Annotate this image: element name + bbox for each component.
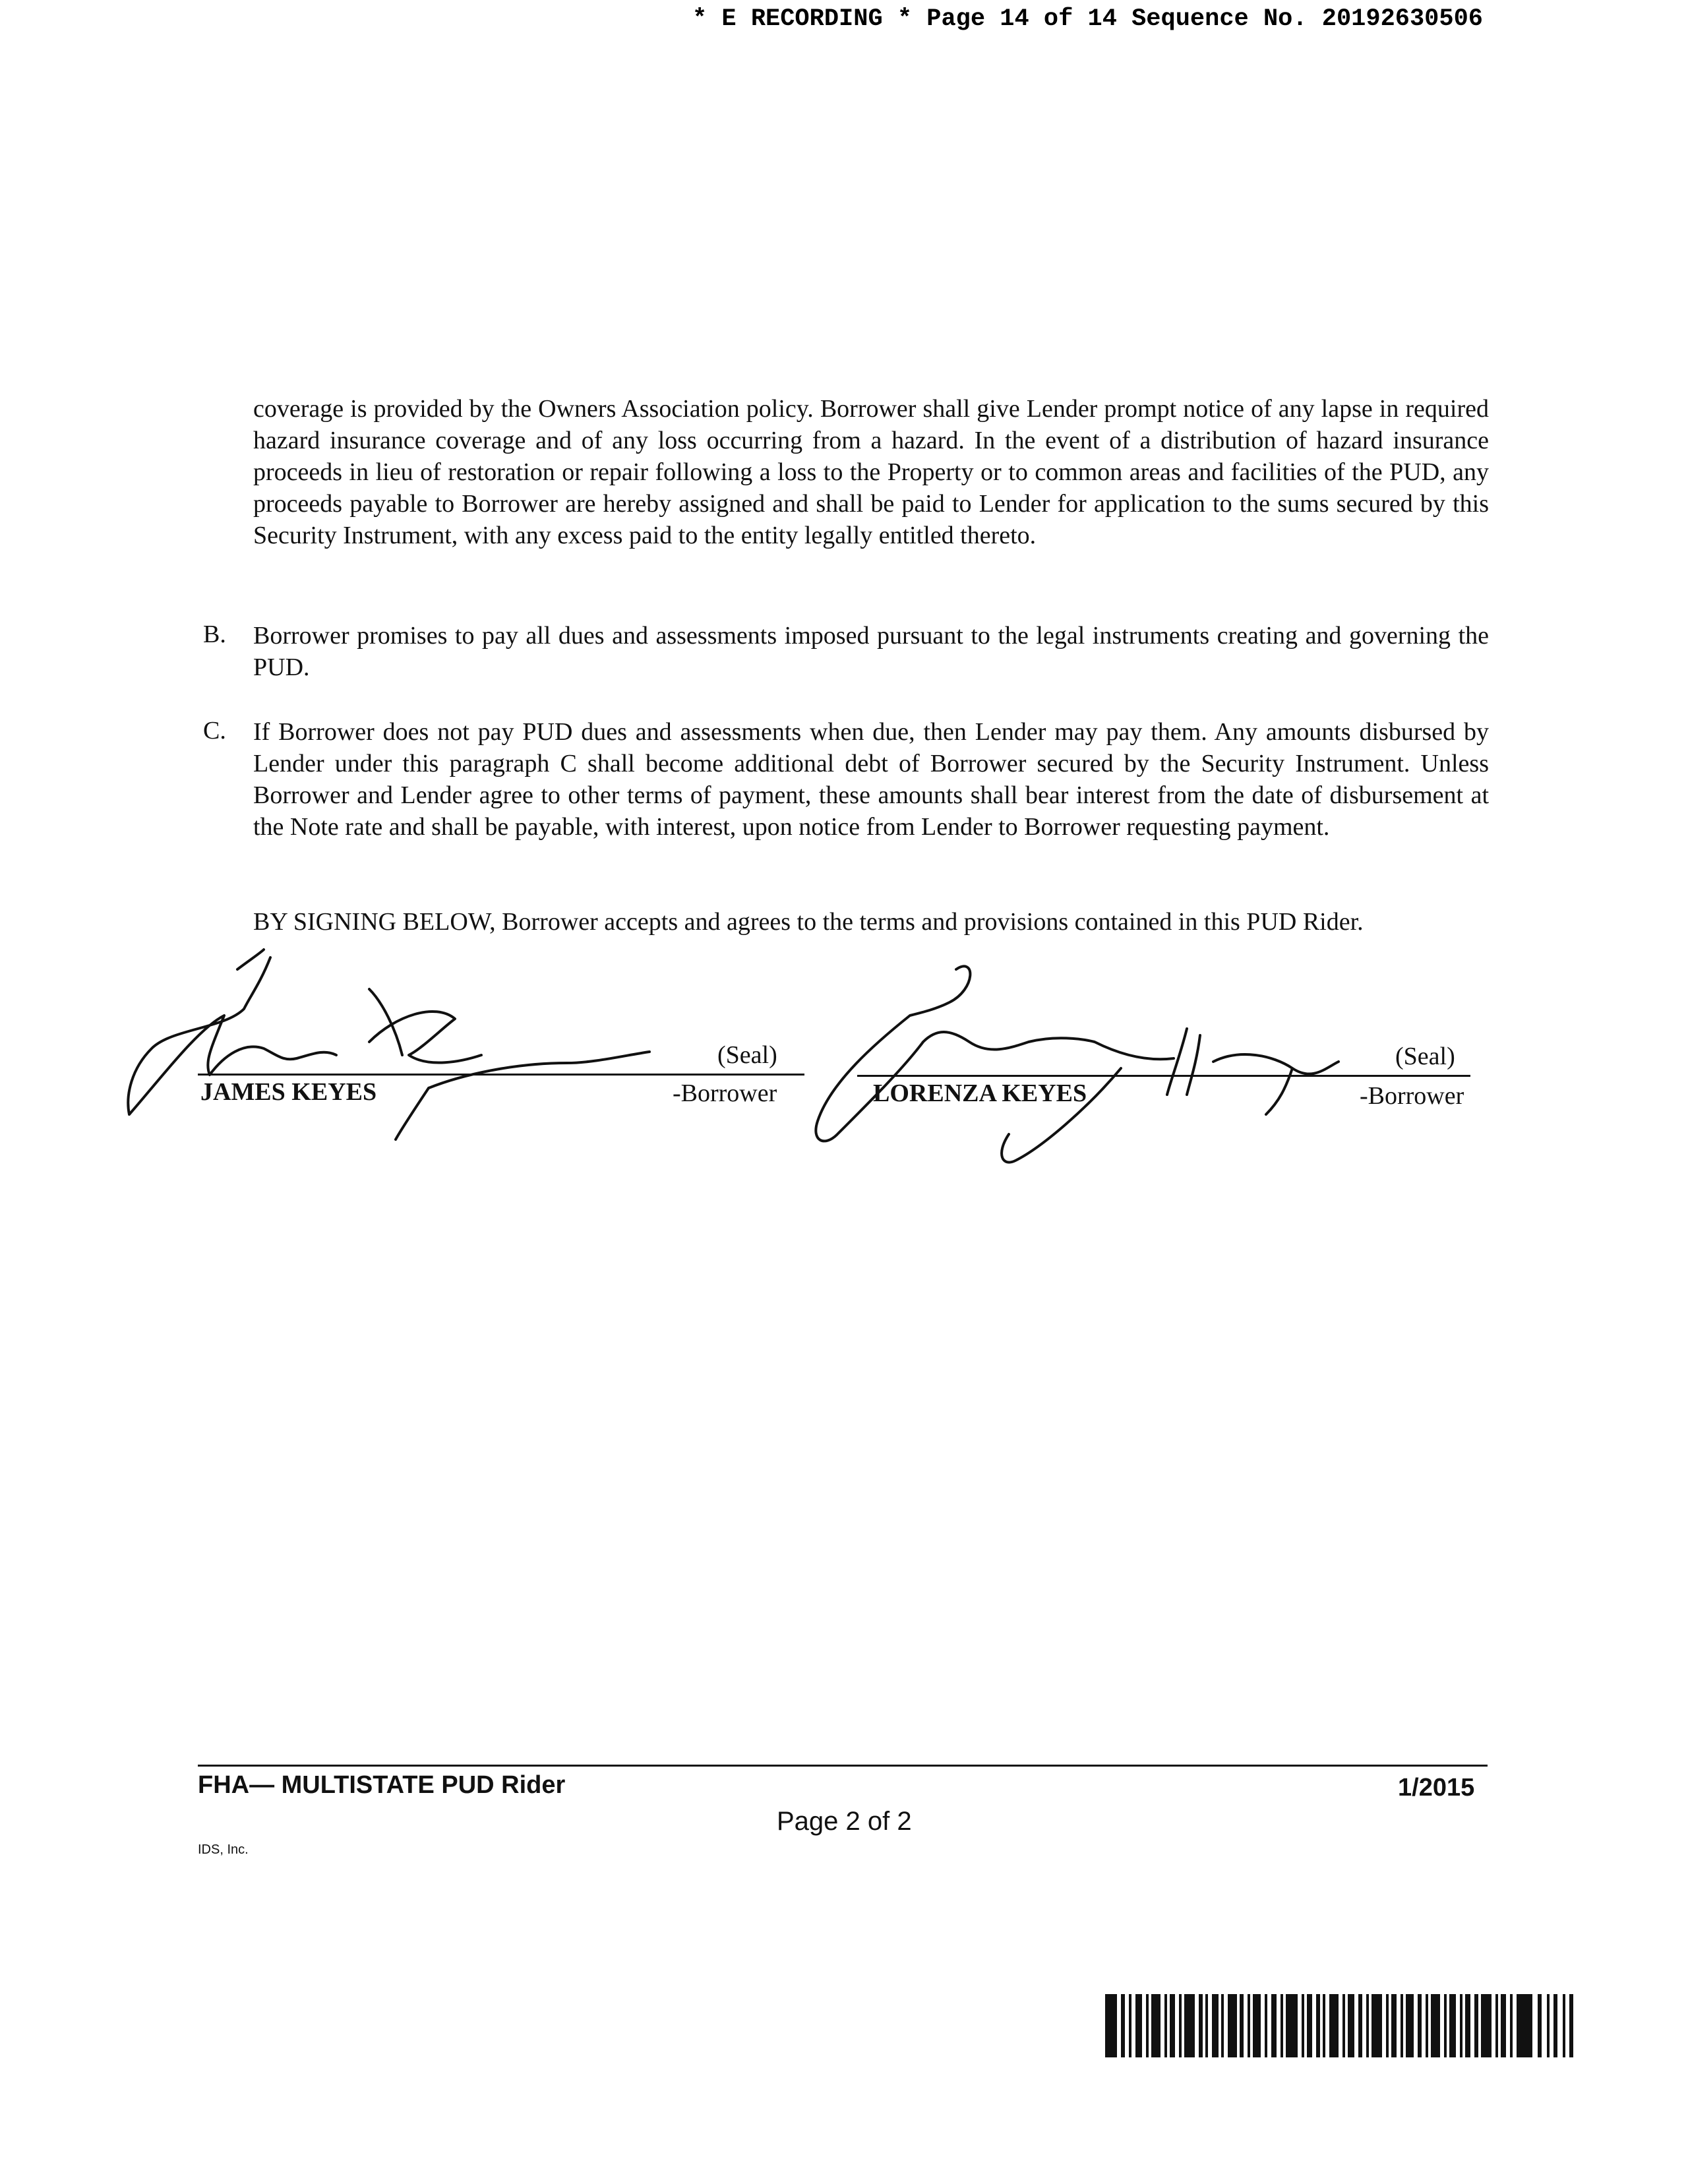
page-number: Page 2 of 2 [777,1807,912,1836]
form-title: FHA— MULTISTATE PUD Rider [198,1771,566,1799]
borrower-role-1: -Borrower [673,1079,777,1107]
publisher-label: IDS, Inc. [198,1842,249,1857]
borrower-name-1: JAMES KEYES [200,1078,377,1106]
barcode-image [1105,1994,1575,2057]
signature-lorenza-keyes [816,966,1339,1162]
seal-label-1: (Seal) [717,1041,777,1069]
form-date: 1/2015 [1398,1774,1475,1802]
borrower-name-2: LORENZA KEYES [873,1079,1087,1107]
footer-rule [198,1765,1488,1767]
paragraph-c-text: If Borrower does not pay PUD dues and assessments when due, then Lender may pay them. Any amounts disbursed by Lender under this paragraph C shall become additional debt of Borrower secured by the Security Instrument. Unless Borrower and Lender agree to other terms of payment, these amounts shall bear interest from the date of disbursement at the Note rate and shall be payable, with interest, upon notice from Lender to Borrower requesting payment. [253,718,1489,841]
recording-header: * E RECORDING * Page 14 of 14 Sequence No. 20192630506 [692,5,1483,33]
signing-statement-text: BY SIGNING BELOW, Borrower accepts and agrees to the terms and provisions contained in this PUD Rider. [253,908,1364,936]
seal-label-2: (Seal) [1395,1043,1455,1070]
hazard-insurance-paragraph: coverage is provided by the Owners Association policy. Borrower shall give Lender prompt notice of any lapse in required hazard insurance coverage and of any loss occurring from a hazard. In the event of a distribution of hazard insurance proceeds in lieu of restoration or repair following a loss to the Property or to common areas and facilities of the PUD, any proceeds payable to Borrower are hereby assigned and shall be paid to Lender for application to the sums secured by this Security Instrument, with any excess paid to the entity legally entitled thereto. [253,395,1489,549]
signature-james-keyes [128,957,649,1139]
paragraph-b-label: B. [203,621,226,648]
paragraph-c-label: C. [203,717,226,744]
borrower-role-2: -Borrower [1360,1082,1464,1110]
paragraph-b-text: Borrower promises to pay all dues and assessments imposed pursuant to the legal instruments creating and governing the PUD. [253,622,1489,681]
